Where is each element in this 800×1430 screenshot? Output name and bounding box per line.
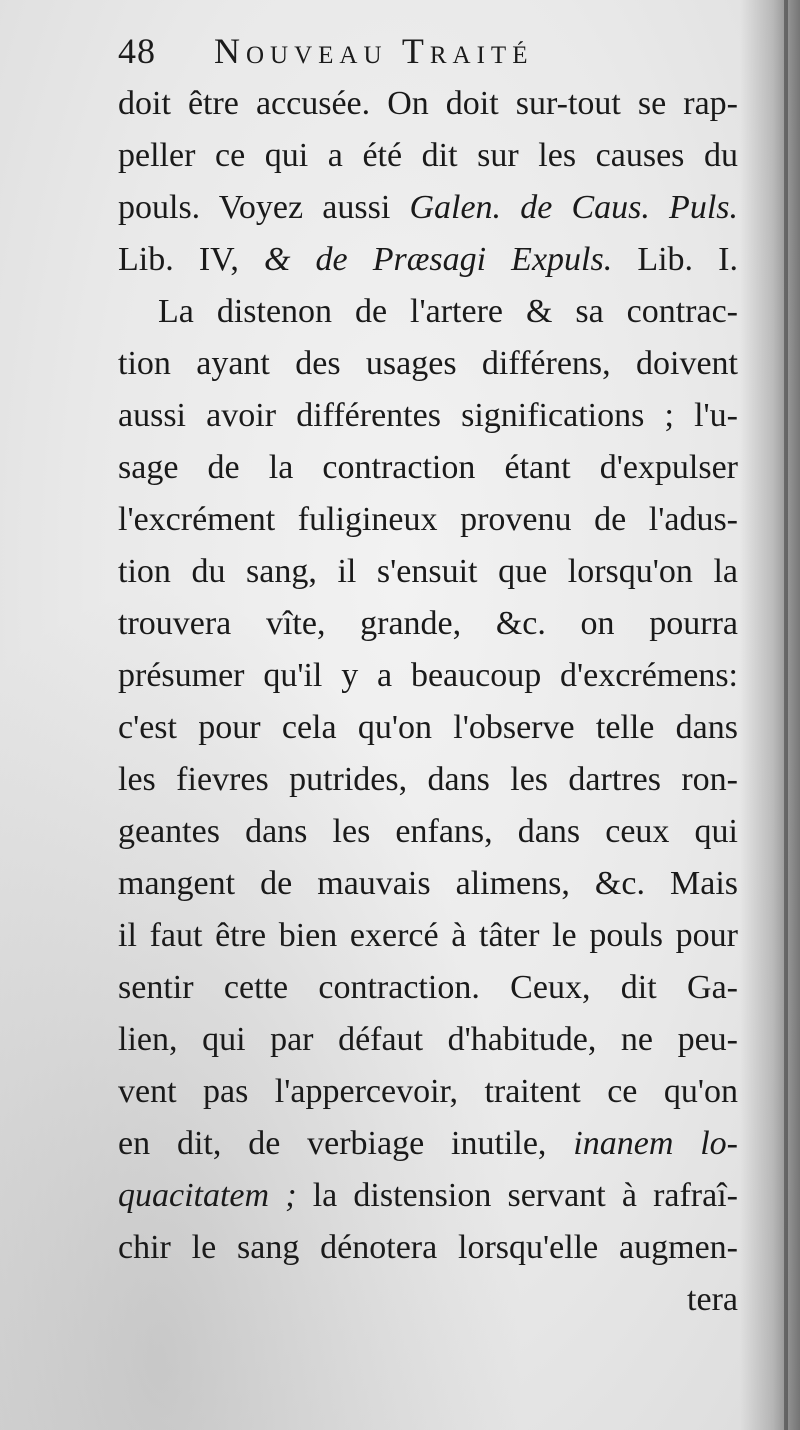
text-segment: mangent de mauvais alimens, &c. Mais xyxy=(118,865,738,902)
text-line xyxy=(118,754,738,806)
text-line xyxy=(118,806,738,858)
text-segment: la distension servant à rafraî- xyxy=(296,1177,738,1214)
text-line xyxy=(118,78,738,130)
page-header xyxy=(118,26,738,76)
italic-text: quacitatem ; xyxy=(118,1177,297,1214)
text-line xyxy=(118,494,738,546)
text-segment: vent pas l'appercevoir, traitent ce qu'on xyxy=(118,1073,738,1110)
text-line xyxy=(118,962,738,1014)
text-segment: La distenon de l'artere & sa contrac- xyxy=(158,293,738,330)
text-segment: Lib. IV, xyxy=(118,241,264,278)
page-gutter-shadow xyxy=(740,0,800,1430)
text-line xyxy=(118,598,738,650)
catchword: tera xyxy=(687,1281,738,1318)
text-segment: tion du sang, il s'ensuit que lorsqu'on la xyxy=(118,553,738,590)
text-line xyxy=(118,702,738,754)
text-line xyxy=(118,1014,738,1066)
text-line xyxy=(118,650,738,702)
text-line xyxy=(118,130,738,182)
italic-text: Galen. de Caus. Puls. xyxy=(409,189,738,226)
text-segment: l'excrément fuligineux provenu de l'adus- xyxy=(118,501,738,538)
text-line xyxy=(118,1170,738,1222)
text-line xyxy=(118,338,738,390)
text-line xyxy=(118,546,738,598)
text-line xyxy=(118,234,738,286)
text-segment: sentir cette contraction. Ceux, dit Ga- xyxy=(118,969,738,1006)
text-segment: aussi avoir différentes significations ; l'u- xyxy=(118,397,738,434)
text-segment: doit être accusée. On doit sur-tout se rap- xyxy=(118,85,738,122)
running-title: Nouveau Traité xyxy=(214,31,534,71)
text-segment: tion ayant des usages différens, doivent xyxy=(118,345,738,382)
text-line xyxy=(118,858,738,910)
text-segment: présumer qu'il y a beaucoup d'excrémens: xyxy=(118,657,738,694)
text-segment: c'est pour cela qu'on l'observe telle dans xyxy=(118,709,738,746)
text-segment: pouls. Voyez aussi xyxy=(118,189,410,226)
text-segment: les fievres putrides, dans les dartres ron- xyxy=(118,761,738,798)
text-segment: chir le sang dénotera lorsqu'elle augmen- xyxy=(118,1229,738,1266)
text-segment: geantes dans les enfans, dans ceux qui xyxy=(118,813,738,850)
text-line xyxy=(118,286,738,338)
text-segment: en dit, de verbiage inutile, xyxy=(118,1125,574,1162)
text-segment: trouvera vîte, grande, &c. on pourra xyxy=(118,605,738,642)
text-line xyxy=(118,442,738,494)
text-line xyxy=(118,1118,738,1170)
page-edge xyxy=(784,0,788,1430)
text-segment: sage de la contraction étant d'expulser xyxy=(118,449,738,486)
text-line xyxy=(118,1066,738,1118)
text-segment: peller ce qui a été dit sur les causes du xyxy=(118,137,738,174)
italic-text: inanem lo- xyxy=(573,1125,738,1162)
text-line xyxy=(118,910,738,962)
text-segment: Lib. I. xyxy=(612,241,738,278)
text-line xyxy=(118,390,738,442)
text-segment: il faut être bien exercé à tâter le pouls pour xyxy=(118,917,738,954)
italic-text: & de Præsagi Expuls. xyxy=(263,241,613,278)
text-line xyxy=(118,182,738,234)
body-text xyxy=(118,78,738,1326)
text-segment: lien, qui par défaut d'habitude, ne peu- xyxy=(118,1021,738,1058)
page-number: 48 xyxy=(118,31,156,71)
text-line xyxy=(118,1222,738,1274)
